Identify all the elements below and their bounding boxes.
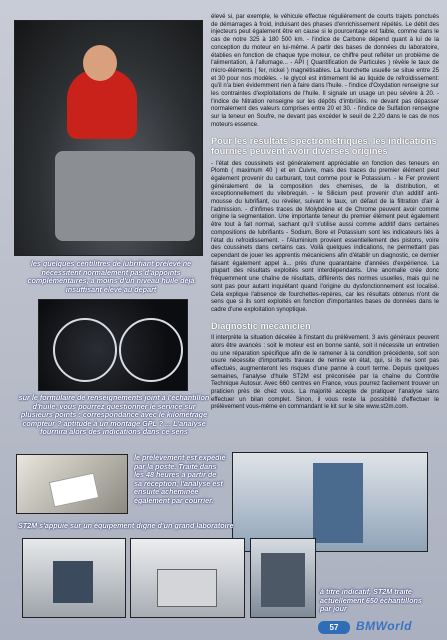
- analyzer-shape: [313, 463, 363, 543]
- lab-device-shape: [53, 561, 93, 603]
- lab-photo-1: [22, 538, 126, 618]
- page-number: 57: [318, 621, 350, 634]
- engine-photo: [14, 20, 203, 256]
- lab-device-shape: [261, 553, 305, 607]
- envelope-shape: [49, 473, 99, 508]
- postbox-photo: [16, 454, 128, 514]
- lab-machine-photo: [232, 452, 428, 552]
- article-body-spectro: - l'état des coussinets est généralement appréciable en fonction des teneurs en Plomb ( maximum 40 ) et en Cuivre, mais des traces du premier élément peut également provenir du carburant, tout comme pour le Potassium. - le Fer provient généralement de la composition des chemises, de la distribution, et exceptionnellement du vilebrequin. - le Silicium peut provenir d'un additif anti-mousse du lubrifiant, ou révéler, suivant le taux, un défaut de la filtration d'air à l'admission. - d'infimes traces de Molybdène et de Chrome peuvent avoir comme origine la segmentation. Une importante teneur du premier élément peut également être tout à fait normal, sachant qu'il s'utilise aussi comme additif dans certaines compositions de lubrifiants - Sodium, Bore et Potassium sont les indicateurs liés à l'état du refroidissement. - l'Aluminium provient essentiellement des pistons, voire des coussinets dans certains cas. Voilà quelques indications, ne permettant pas cependant de jouer les apprentis mécaniciens afin d'établir un diagnostic, ce dernier faisant également appel à... près d'une quarantaine d'années d'expérience. La plupart des résultats exploités sont interdépendants. Une anomalie crée donc fréquemment une chaîne de résultats, différents des normes usuelles, mais qui ne sont pas pour autant inquiétant quand l'origine du dysfonctionnement est localisé. Cela explique l'absence de fourchettes-repères, car les résultats obtenus n'ont de sens que si ils sont exploités en fonction d'importantes bases de données dans le cadre d'une exploitation synoptique.: [211, 160, 439, 313]
- tachometer-shape: [119, 318, 183, 382]
- lab-photo-2: [130, 538, 245, 618]
- engine-photo-caption: les quelques centilitres de lubrifiant prélevé ne nécessitent normalement pas d'appoints complémentaires, à moins d'un niveau huile déjà insuffisant élevé au départ: [27, 259, 195, 294]
- lab-device-shape: [157, 569, 217, 607]
- postbox-photo-caption: le prélèvement est expédié par la poste. Traité dans les 48 heures à partir de sa réception, l'analyse est ensuite acheminée également par courrier.: [134, 453, 226, 505]
- dashboard-photo-caption: sur le formulaire de renseignements joint à l'échantillon d'huile, vous pourrez questionner le service sur plusieurs points : correspondance avec le kilométrage compteur ? aptitude à un montage GPL ? ... L'analyse fournira alors des indications dans ce sens: [18, 393, 210, 437]
- article-intro: élevé si, par exemple, le véhicule effectue régulièrement de courts trajets ponctués de démarrages à froid, induisant des phases d'enrichissement répétés. Le débit des injecteurs peut également être en cause si le pourcentage est faible, comme dans le cas de notre 325 à 180 500 km. - l'indice de Carbone dépend quant à lui de la conception du moteur en lui-même. A partir des bases de données du laboratoire, établies en fonction de chaque type moteur, ce chiffre peut refléter un problème de l'alimentation, à l'allumage... - API ( Quantification de Particules ) révèle le taux de micro-éléments ( fer, nickel ) magnétisables. La fourchette usuelle se situe entre 25 et 30 pour nos modèles. - le glycol est intimement lié au liquide de refroidissement: qu'il n'a bien évidemment rien à faire dans l'huile. - l'indice d'Oxydation renseigne sur les contraintes d'exploitations de l'huile. Il signale un usage un peu sévère à 20. - l'indice de Nitration renseigne sur les dépôts d'imbrûlés. ne devant pas dépasser normalement des valeurs comprises entre 20 et 30. - l'indice de Sulfation renseigne sur la teneur en Soufre, ne devant pas excéder le seuil de 2,20 dans le cas de nos moteurs essence.: [211, 14, 439, 128]
- lab-photo-3: [250, 538, 316, 618]
- dashboard-photo: [38, 299, 188, 391]
- section-heading-diagnostic: Diagnostic mécanicien: [211, 320, 311, 331]
- magazine-logo: BMWorld: [356, 619, 412, 633]
- engine-block-shape: [55, 151, 195, 241]
- mechanic-head-shape: [83, 45, 117, 81]
- speedometer-shape: [53, 318, 117, 382]
- lab-caption: ST2M s'appuie sur un équipement digne d'un grand laboratoire: [18, 521, 234, 530]
- article-body-diagnostic: Il interprète la situation décelée à l'instant du prélèvement. 3 avis généraux peuvent alors être avancés : soit le moteur est en bonne santé, soit il nécessite un entretien ou une réparation spécifique afin de le ramener à la condition précédente, soit son usure nécessite d'importants travaux de remise en état, qui, si ils ne sont pas effectués, augmenteront les risques d'une panne à court terme. Depuis quelques semaines, l'analyse d'huile ST2M est préconisée par la chaîne du Contrôle Technique Autosur. Avec 660 centres en France, vous pourrez facilement trouver un praticien près de chez vous. La majorité accepte de pratiquer l'analyse sans effectuer un bilan complet. Sinon, il vous reste la possibilité d'effectuer le prélèvement vous-même en commandant le kit sur le site www.st2m.com.: [211, 335, 439, 411]
- section-heading-spectro: Pour les résultats spectrométriques, les indications fournies peuvent avoir diverses origines: [211, 135, 437, 157]
- sample-count-caption: à titre indicatif, ST2M traite actuellement 650 échantillons par jour: [320, 587, 422, 614]
- article-column: [211, 14, 439, 416]
